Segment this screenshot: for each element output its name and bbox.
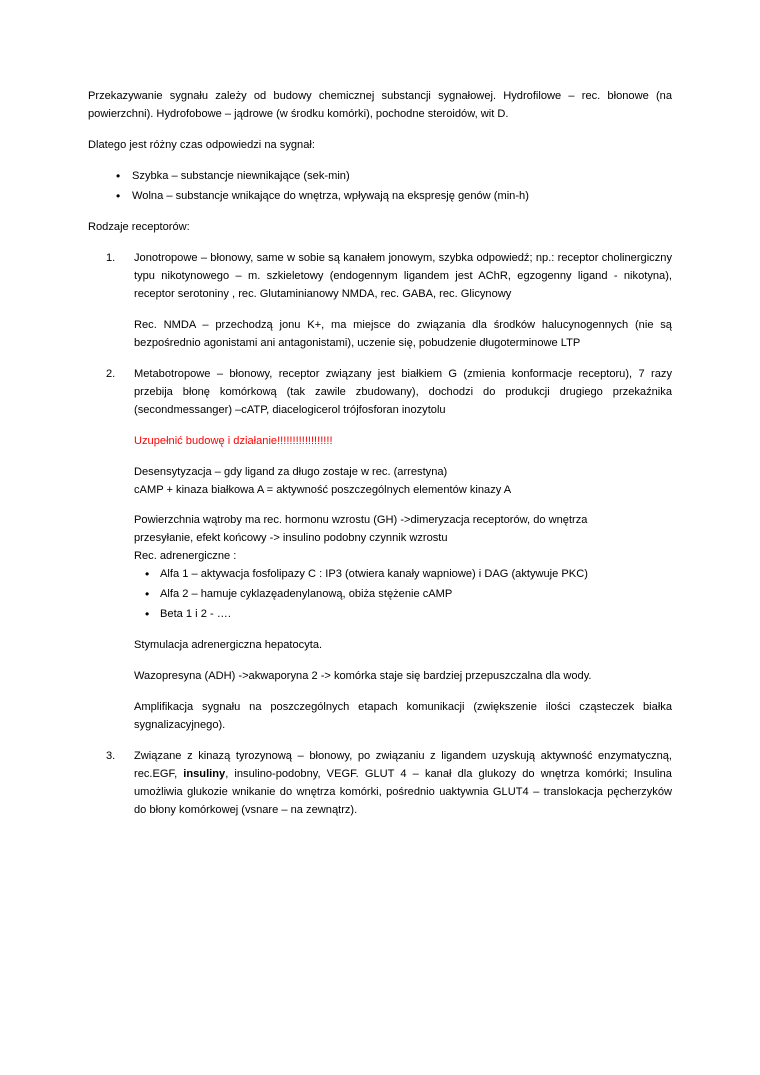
insulin-line: Insulina umożliwia glukozie wnikanie do wnętrza komórki, pośrednio uaktywnia GLUT4 – translokacja pęcherzyków do błony komórkowej (vsnare – na zewnątrz). xyxy=(134,768,672,817)
response-time-list xyxy=(88,168,672,206)
list-item: • Beta 1 i 2 - …. xyxy=(160,606,672,624)
response-time-lead: Dlatego jest różny czas odpowiedzi na sygnał: xyxy=(88,138,315,151)
document-body xyxy=(88,88,672,820)
receptor-item-metabotropic xyxy=(88,366,672,420)
desensitization-block xyxy=(134,464,672,500)
spacer xyxy=(134,304,672,317)
liver-block xyxy=(134,512,672,566)
adrenergic-lead: Rec. adrenergiczne : xyxy=(134,550,237,563)
nmda-line-2: (nie są bezpośrednio agonistami ani antagonistami), uczenie się, pobudzenie xyxy=(134,318,672,349)
nmda-line-1: Rec. NMDA – przechodzą jonu K+, ma miejsce do związania dla środków halucynogennych xyxy=(134,318,629,331)
receptor-item-ionotropic xyxy=(88,250,672,353)
desensitization-line-1: Desensytyzacja – gdy ligand za długo zostaje w rec. (arrestyna) xyxy=(134,465,448,478)
receptor-types-lead: Rodzaje receptorów: xyxy=(88,220,190,233)
red-note-text: Uzupełnić budowę i działanie!!!!!!!!!!!!!!!!!! xyxy=(134,434,333,447)
metabotropic-details xyxy=(88,433,672,736)
receptor-item-tyrosine-kinase xyxy=(88,748,672,820)
tk-text-post: , insulino-podobny, VEGF. xyxy=(225,768,359,781)
tk-text-pre: Związane z kinazą tyrozynową – błonowy, po związaniu z ligandem uzyskują aktywność enzymatyczną, rec.EGF, xyxy=(134,750,672,781)
list-item: • Alfa 2 – hamuje cyklazęadenylanową, obiża stężenie cAMP xyxy=(160,586,672,604)
intro-paragraph: Przekazywanie sygnału zależy od budowy chemicznej substancji sygnałowej. Hydrofilowe – rec. błonowe (na powierzchni). Hydrofobowe – jądrowe (w środku komórki), pochodne steroidów, wit D. xyxy=(88,90,672,120)
list-item: • Szybka – substancje niewnikające (sek-min) xyxy=(132,168,672,186)
stimulation-line: Stymulacja adrenergiczna hepatocyta. xyxy=(134,639,323,652)
desensitization-line-2: cAMP + kinaza białkowa A = aktywność poszczególnych elementów kinazy A xyxy=(134,483,512,496)
receptor-item-text: Jonotropowe – błonowy, same w sobie są kanałem jonowym, szybka odpowiedź; np.: receptor cholinergiczny typu nikotynowego – m. szkieletowy (endogennym ligandem jest AChR, egzogenny ligand - nikotyna), receptor serotoniny , rec. Glutaminianowy NMDA, rec. GABA, rec. Glicynowy xyxy=(134,251,672,300)
list-item: • Alfa 1 – aktywacja fosfolipazy C : IP3 (otwiera kanały wapniowe) i DAG (aktywuje PKC) xyxy=(160,566,672,584)
red-note xyxy=(134,433,672,451)
glut4-line: GLUT 4 – kanał dla glukozy do wnętrza komórki; xyxy=(364,768,628,781)
liver-line-1: Powierzchnia wątroby ma rec. hormonu wzrostu (GH) ->dimeryzacja receptorów, do wnętrza xyxy=(134,514,588,527)
tk-text-bold: insuliny xyxy=(183,768,226,781)
list-item: • Wolna – substancje wnikające do wnętrza, wpływają na ekspresję genów (min-h) xyxy=(132,188,672,206)
receptor-types-list xyxy=(88,250,672,820)
receptor-item-text: Metabotropowe – błonowy, receptor związany jest białkiem G (zmienia konformacje receptoru), 7 razy przebija błonę komórkową (tak zawile zbudowany), dochodzi do produkcji drugiego przekaźnika (secondmessanger) –cATP, diacelogicerol trójfosforan inozytolu xyxy=(134,367,672,416)
liver-line-2: przesyłanie, efekt końcowy -> insulino podobny czynnik wzrostu xyxy=(134,532,448,545)
adrenergic-list xyxy=(134,566,672,624)
nmda-line-3: długoterminowe LTP xyxy=(479,336,581,349)
vasopressin-line: Wazopresyna (ADH) ->akwaporyna 2 -> komórka staje się bardziej przepuszczalna dla wody. xyxy=(134,670,592,683)
amplification-line: Amplifikacja sygnału na poszczególnych etapach komunikacji (zwiększenie ilości cząsteczek białka sygnalizacyjnego). xyxy=(134,701,672,732)
